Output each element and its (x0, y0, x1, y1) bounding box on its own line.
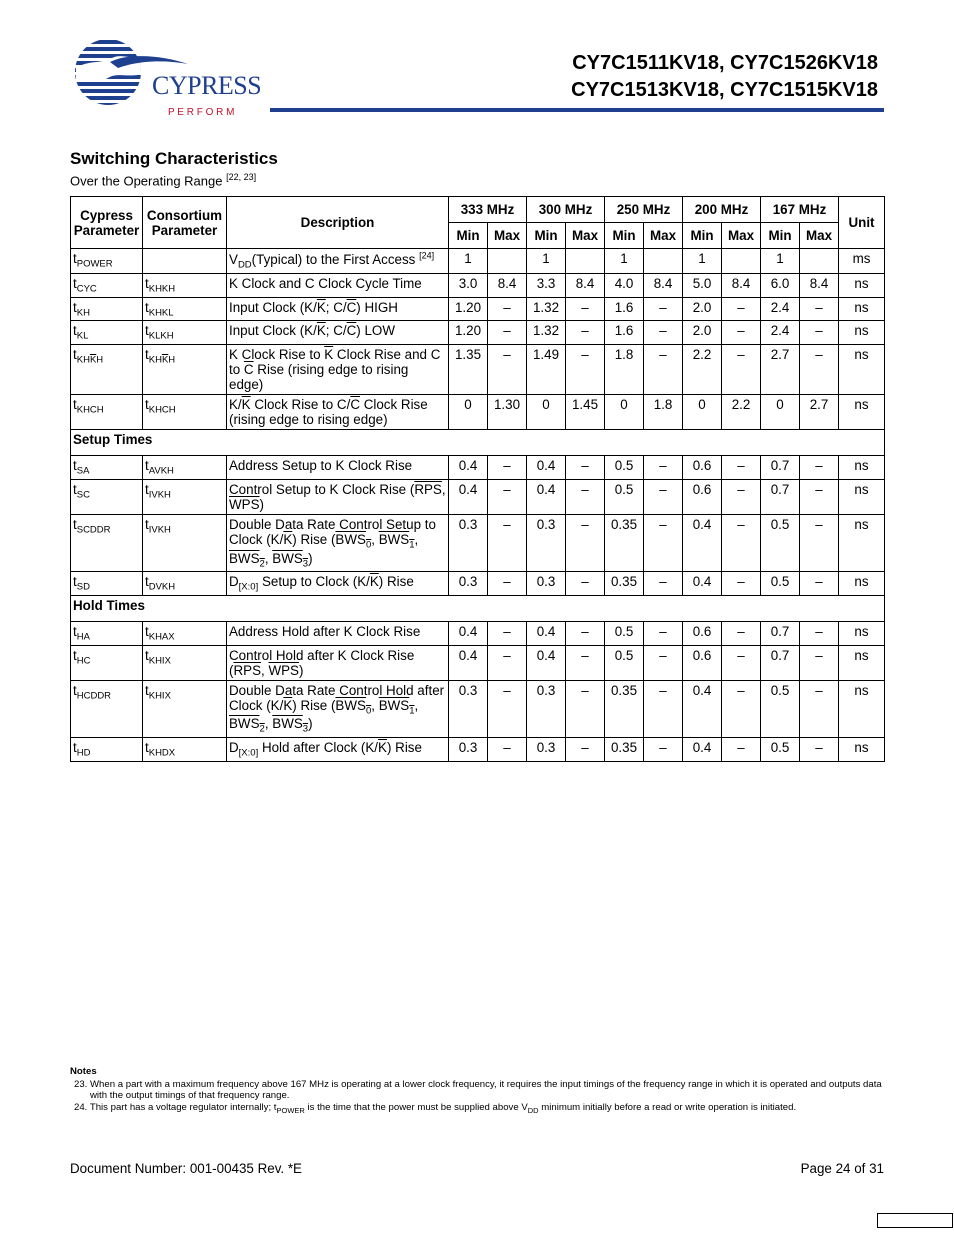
min-value: 1.49 (527, 345, 566, 395)
max-value: – (800, 737, 839, 761)
min-value: 1 (683, 249, 722, 274)
header-max: Max (800, 223, 839, 249)
consortium-parameter: $t_{KHIX}$ (143, 680, 227, 737)
max-value: – (722, 572, 761, 596)
description: Address Setup to K Clock Rise (227, 456, 449, 480)
table-row (71, 297, 885, 321)
max-value: – (644, 621, 683, 645)
max-value (644, 249, 683, 274)
max-value: 2.2 (722, 395, 761, 430)
max-value: 8.4 (644, 274, 683, 298)
max-value: 1.45 (566, 395, 605, 430)
max-value: – (722, 621, 761, 645)
cypress-parameter: $t_{HA}$ (71, 621, 143, 645)
cypress-parameter: $t_{KH\overline{K}H}$ (71, 345, 143, 395)
max-value: – (722, 680, 761, 737)
notes-heading: Notes (70, 1066, 97, 1077)
max-value: – (566, 572, 605, 596)
description: K Clock and C Clock Cycle Time (227, 274, 449, 298)
max-value: – (488, 572, 527, 596)
cypress-parameter: $t_{SD}$ (71, 572, 143, 596)
description: K Clock Rise to $\overline{K}$ Clock Rise and C to $\overline{C}$ Rise (rising edge to rising edge) (227, 345, 449, 395)
min-value: 0.3 (527, 514, 566, 571)
max-value (488, 249, 527, 274)
min-value: 2.4 (761, 321, 800, 345)
max-value: 1.8 (644, 395, 683, 430)
min-value: 1.32 (527, 297, 566, 321)
max-value: – (644, 345, 683, 395)
max-value: – (488, 680, 527, 737)
document-number: Document Number: 001-00435 Rev. *E (70, 1161, 302, 1176)
table-row (71, 621, 885, 645)
table-row (71, 321, 885, 345)
min-value: 1.32 (527, 321, 566, 345)
max-value: – (566, 645, 605, 680)
min-value: 2.0 (683, 321, 722, 345)
max-value: – (488, 737, 527, 761)
min-value: 0 (683, 395, 722, 430)
header-freq: 300 MHz (527, 197, 605, 223)
part-line-1: CY7C1511KV18, CY7C1526KV18 (572, 52, 878, 74)
header-min: Min (527, 223, 566, 249)
header-min: Min (449, 223, 488, 249)
consortium-parameter: $t_{KHKH}$ (143, 274, 227, 298)
min-value: 0.4 (449, 456, 488, 480)
max-value: – (800, 680, 839, 737)
min-value: 0.3 (449, 737, 488, 761)
max-value (566, 249, 605, 274)
min-value: 0.5 (761, 514, 800, 571)
subtitle-reference: [22, 23] (226, 172, 257, 182)
min-value: 0.3 (449, 680, 488, 737)
consortium-parameter: $t_{KH\overline{K}H}$ (143, 345, 227, 395)
max-value: – (722, 514, 761, 571)
min-value: 0.5 (761, 680, 800, 737)
min-value: 1 (527, 249, 566, 274)
min-value: 4.0 (605, 274, 644, 298)
table-section-row (71, 430, 885, 456)
min-value: 0.4 (449, 621, 488, 645)
max-value: 8.4 (722, 274, 761, 298)
logo-wordmark: CYPRESS (152, 71, 260, 100)
consortium-parameter: $t_{KHCH}$ (143, 395, 227, 430)
max-value: – (800, 345, 839, 395)
min-value: 0.5 (605, 645, 644, 680)
header-freq: 250 MHz (605, 197, 683, 223)
min-value: 0.35 (605, 514, 644, 571)
max-value: – (644, 297, 683, 321)
unit: ms (839, 249, 885, 274)
min-value: 2.4 (761, 297, 800, 321)
min-value: 0.7 (761, 621, 800, 645)
min-value: 0.7 (761, 645, 800, 680)
max-value: – (722, 456, 761, 480)
unit: ns (839, 321, 885, 345)
section-title: Switching Characteristics (70, 149, 278, 168)
max-value: 8.4 (800, 274, 839, 298)
header-freq: 333 MHz (449, 197, 527, 223)
cypress-parameter: $t_{POWER}$ (71, 249, 143, 274)
unit: ns (839, 345, 885, 395)
cypress-parameter: $t_{HCDDR}$ (71, 680, 143, 737)
min-value: 0.7 (761, 479, 800, 514)
unit: ns (839, 621, 885, 645)
max-value: – (566, 345, 605, 395)
min-value: 3.3 (527, 274, 566, 298)
max-value: – (722, 321, 761, 345)
max-value: – (566, 297, 605, 321)
min-value: 0.5 (761, 737, 800, 761)
consortium-parameter: $t_{DVKH}$ (143, 572, 227, 596)
min-value: 1.20 (449, 321, 488, 345)
unit: ns (839, 395, 885, 430)
max-value: – (800, 479, 839, 514)
max-value: – (800, 645, 839, 680)
note-item: 23. When a part with a maximum frequency above 167 MHz is operating at a lower clock frequency, it requires the input timings of the frequency range in which it is operated and outputs data with the output timings of that frequency range. (74, 1078, 882, 1101)
min-value: 0.6 (683, 479, 722, 514)
max-value: – (644, 456, 683, 480)
consortium-parameter: $t_{AVKH}$ (143, 456, 227, 480)
min-value: 0.5 (605, 621, 644, 645)
unit: ns (839, 479, 885, 514)
max-value: – (722, 345, 761, 395)
max-value: – (488, 645, 527, 680)
cypress-parameter: $t_{SC}$ (71, 479, 143, 514)
max-value: – (566, 514, 605, 571)
min-value: 0.4 (527, 479, 566, 514)
max-value: – (644, 680, 683, 737)
cypress-parameter: $t_{KHCH}$ (71, 395, 143, 430)
max-value: – (800, 514, 839, 571)
unit: ns (839, 737, 885, 761)
min-value: 2.2 (683, 345, 722, 395)
table-row (71, 645, 885, 680)
table-row (71, 737, 885, 761)
max-value: – (722, 297, 761, 321)
min-value: 0.6 (683, 621, 722, 645)
min-value: 0.4 (683, 680, 722, 737)
max-value: – (488, 479, 527, 514)
min-value: 1.8 (605, 345, 644, 395)
description: Input Clock ($K/\overline{K}$; $C/\overline{C}$) HIGH (227, 297, 449, 321)
max-value: – (566, 321, 605, 345)
logo-tagline: P E R F O R M (168, 107, 235, 118)
table-row (71, 249, 885, 274)
section-subtitle: Over the Operating Range [22, 23] (70, 172, 257, 189)
unit: ns (839, 645, 885, 680)
min-value: 0.4 (683, 514, 722, 571)
unit: ns (839, 456, 885, 480)
description: Input Clock ($K/\overline{K}$; $C/\overline{C}$) LOW (227, 321, 449, 345)
unit: ns (839, 274, 885, 298)
description: $D_{[X:0]}$ Hold after Clock $(K/\overline{K})$ Rise (227, 737, 449, 761)
min-value: 1 (449, 249, 488, 274)
description: Address Hold after K Clock Rise (227, 621, 449, 645)
min-value: 2.7 (761, 345, 800, 395)
unit: ns (839, 680, 885, 737)
table-row (71, 456, 885, 480)
part-line-2: CY7C1513KV18, CY7C1515KV18 (571, 79, 878, 101)
max-value: 8.4 (566, 274, 605, 298)
cypress-parameter: $t_{HC}$ (71, 645, 143, 680)
unit: ns (839, 514, 885, 571)
description: Double Data Rate Control Hold after Clock $(K/\overline{K})$ Rise ($BWS_0$, $BWS_1$, $BWS_2$, $BWS_3$) (227, 680, 449, 737)
max-value: – (644, 321, 683, 345)
consortium-parameter: $t_{IVKH}$ (143, 479, 227, 514)
max-value: 2.7 (800, 395, 839, 430)
min-value: 0.4 (527, 621, 566, 645)
min-value: 0.7 (761, 456, 800, 480)
min-value: 1 (761, 249, 800, 274)
page-number: Page 24 of 31 (800, 1161, 884, 1176)
max-value: – (800, 572, 839, 596)
min-value: 0.35 (605, 572, 644, 596)
min-value: 0.4 (527, 456, 566, 480)
feedback-box[interactable] (877, 1213, 953, 1228)
max-value: – (722, 645, 761, 680)
max-value: – (566, 456, 605, 480)
table-row (71, 274, 885, 298)
min-value: 0.3 (527, 572, 566, 596)
header-rule (270, 108, 884, 112)
unit: ns (839, 572, 885, 596)
min-value: 0 (605, 395, 644, 430)
part-numbers (571, 50, 878, 104)
max-value: – (644, 737, 683, 761)
cypress-logo (70, 38, 260, 118)
cypress-parameter: $t_{SA}$ (71, 456, 143, 480)
max-value: – (800, 456, 839, 480)
min-value: 0.35 (605, 680, 644, 737)
header-max: Max (488, 223, 527, 249)
min-value: 0.4 (683, 737, 722, 761)
max-value: 8.4 (488, 274, 527, 298)
description: $V_{DD}(Typical)$ to the First Access [24] (227, 249, 449, 274)
min-value: 0.4 (449, 645, 488, 680)
min-value: 0.3 (527, 680, 566, 737)
min-value: 0.4 (527, 645, 566, 680)
cypress-parameter: $t_{SCDDR}$ (71, 514, 143, 571)
description: Control Hold after K Clock Rise ($\overline{RPS}$, $\overline{WPS}$) (227, 645, 449, 680)
max-value: 1.30 (488, 395, 527, 430)
max-value (722, 249, 761, 274)
table-section-row (71, 595, 885, 621)
table-row (71, 680, 885, 737)
max-value: – (800, 621, 839, 645)
consortium-parameter: $t_{KHIX}$ (143, 645, 227, 680)
table-row (71, 514, 885, 571)
header-max: Max (644, 223, 683, 249)
max-value: – (800, 321, 839, 345)
min-value: 0.4 (683, 572, 722, 596)
cypress-parameter: $t_{KH}$ (71, 297, 143, 321)
max-value: – (488, 456, 527, 480)
header-description: Description (227, 197, 449, 249)
header-cypress-parameter: Cypress Parameter (71, 197, 143, 249)
header-freq: 167 MHz (761, 197, 839, 223)
max-value: – (566, 621, 605, 645)
max-value: – (488, 321, 527, 345)
header-min: Min (761, 223, 800, 249)
cypress-logo-icon (70, 38, 260, 118)
min-value: 6.0 (761, 274, 800, 298)
table-row (71, 572, 885, 596)
consortium-parameter: $t_{KHDX}$ (143, 737, 227, 761)
min-value: 0.5 (605, 479, 644, 514)
min-value: 0 (449, 395, 488, 430)
switching-characteristics-table (70, 196, 885, 762)
min-value: 1 (605, 249, 644, 274)
consortium-parameter (143, 249, 227, 274)
table-row (71, 479, 885, 514)
min-value: 5.0 (683, 274, 722, 298)
max-value: – (644, 572, 683, 596)
description: $D_{[X:0]}$ Setup to Clock $(K/\overline{K})$ Rise (227, 572, 449, 596)
unit: ns (839, 297, 885, 321)
min-value: 0.5 (761, 572, 800, 596)
min-value: 3.0 (449, 274, 488, 298)
max-value: – (566, 737, 605, 761)
note-item: 24. This part has a voltage regulator internally; $t_{POWER}$ is the time that the power must be supplied above $V_{DD}$ minimum initially before a read or write operation is initiated. (74, 1101, 797, 1115)
max-value: – (566, 680, 605, 737)
max-value (800, 249, 839, 274)
header-freq: 200 MHz (683, 197, 761, 223)
consortium-parameter: $t_{KHAX}$ (143, 621, 227, 645)
header-min: Min (683, 223, 722, 249)
consortium-parameter: $t_{KHKL}$ (143, 297, 227, 321)
cypress-parameter: $t_{KL}$ (71, 321, 143, 345)
min-value: 1.35 (449, 345, 488, 395)
consortium-parameter: $t_{KLKH}$ (143, 321, 227, 345)
description: Double Data Rate Control Setup to Clock $(K/\overline{K})$ Rise ($BWS_0$, $BWS_1$, $BWS_2$, $BWS_3$) (227, 514, 449, 571)
max-value: – (644, 479, 683, 514)
notes (70, 1066, 884, 1116)
header-max: Max (722, 223, 761, 249)
max-value: – (488, 621, 527, 645)
max-value: – (488, 345, 527, 395)
min-value: 2.0 (683, 297, 722, 321)
min-value: 0 (527, 395, 566, 430)
cypress-parameter: $t_{CYC}$ (71, 274, 143, 298)
max-value: – (722, 737, 761, 761)
min-value: 0.3 (527, 737, 566, 761)
min-value: 0.4 (449, 479, 488, 514)
min-value: 1.6 (605, 297, 644, 321)
consortium-parameter: $t_{IVKH}$ (143, 514, 227, 571)
table-row (71, 395, 885, 430)
min-value: 0.3 (449, 572, 488, 596)
header-consortium-parameter: Consortium Parameter (143, 197, 227, 249)
min-value: 0.3 (449, 514, 488, 571)
description: Control Setup to K Clock Rise ($\overline{RPS}$, $\overline{WPS}$) (227, 479, 449, 514)
header-max: Max (566, 223, 605, 249)
min-value: 0.6 (683, 645, 722, 680)
cypress-parameter: $t_{HD}$ (71, 737, 143, 761)
max-value: – (800, 297, 839, 321)
max-value: – (722, 479, 761, 514)
min-value: 0 (761, 395, 800, 430)
section-label: Setup Times (71, 430, 885, 456)
header-min: Min (605, 223, 644, 249)
max-value: – (488, 297, 527, 321)
max-value: – (644, 645, 683, 680)
header-unit: Unit (839, 197, 885, 249)
min-value: 0.35 (605, 737, 644, 761)
min-value: 1.6 (605, 321, 644, 345)
section-label: Hold Times (71, 595, 885, 621)
min-value: 1.20 (449, 297, 488, 321)
description: $K/\overline{K}$ Clock Rise to $C/\overline{C}$ Clock Rise (rising edge to rising edge) (227, 395, 449, 430)
table-row (71, 345, 885, 395)
min-value: 0.6 (683, 456, 722, 480)
max-value: – (566, 479, 605, 514)
max-value: – (488, 514, 527, 571)
max-value: – (644, 514, 683, 571)
min-value: 0.5 (605, 456, 644, 480)
